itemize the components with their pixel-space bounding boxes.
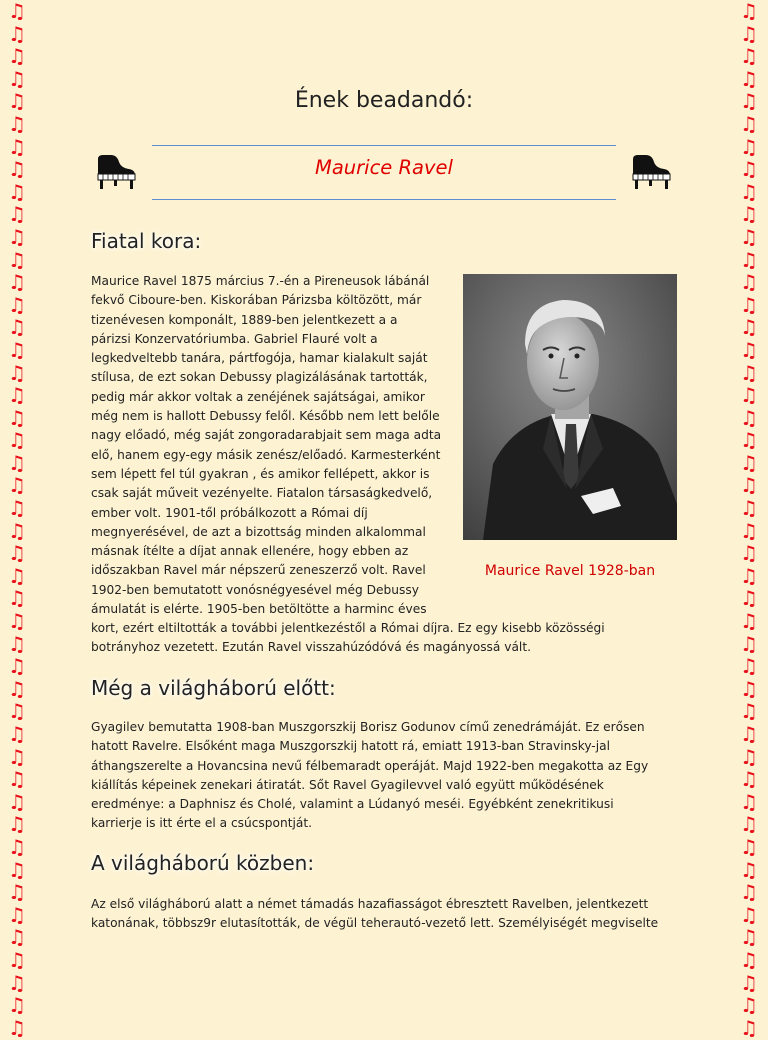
music-note-icon: ♫ bbox=[8, 563, 26, 588]
music-note-icon: ♫ bbox=[740, 744, 758, 769]
music-note-icon: ♫ bbox=[740, 134, 758, 159]
music-note-icon: ♫ bbox=[740, 0, 758, 23]
music-note-icon: ♫ bbox=[740, 947, 758, 972]
text-line: eredménye: a Daphnisz és Cholé, valamint a Lúdanyó meséi. Egyébként zenekritikusi bbox=[91, 797, 614, 812]
music-note-icon: ♫ bbox=[8, 315, 26, 340]
text-line: nagy előadó, még saját zongoradarabjait sem maga adta bbox=[91, 428, 442, 443]
music-note-icon: ♫ bbox=[8, 767, 26, 792]
music-note-icon: ♫ bbox=[8, 247, 26, 272]
music-note-icon: ♫ bbox=[8, 518, 26, 543]
music-note-icon: ♫ bbox=[740, 880, 758, 905]
text-line: katonának, többsz9r elutasították, de végül teherautó-vezető lett. Személyiségét megviselte bbox=[91, 916, 659, 931]
text-line: időszakban Ravel már népszerű zeneszerző volt. Ravel bbox=[91, 563, 426, 578]
music-note-icon: ♫ bbox=[8, 202, 26, 227]
music-note-icon: ♫ bbox=[740, 405, 758, 430]
music-note-icon: ♫ bbox=[740, 654, 758, 679]
music-note-icon: ♫ bbox=[8, 450, 26, 475]
text-line: hatott Ravelre. Elsőként maga Muszgorszkij hatott rá, emiatt 1913-ban Stravinsky-jal bbox=[91, 739, 610, 754]
music-note-icon: ♫ bbox=[8, 21, 26, 46]
music-note-icon: ♫ bbox=[740, 518, 758, 543]
music-note-icon: ♫ bbox=[740, 66, 758, 91]
music-note-icon: ♫ bbox=[740, 609, 758, 634]
music-note-icon: ♫ bbox=[8, 676, 26, 701]
music-note-icon: ♫ bbox=[8, 631, 26, 656]
music-note-icon: ♫ bbox=[8, 89, 26, 114]
text-line: Gyagilev bemutatta 1908-ban Muszgorszkij Borisz Godunov című zenedrámáját. Ez erősen bbox=[91, 720, 645, 734]
music-note-icon: ♫ bbox=[740, 157, 758, 182]
music-note-icon: ♫ bbox=[8, 337, 26, 362]
text-line: karrierje is itt érte el a csúcspontját. bbox=[91, 816, 312, 831]
music-note-icon: ♫ bbox=[740, 247, 758, 272]
music-note-icon: ♫ bbox=[8, 789, 26, 814]
text-line: fekvő Ciboure-ben. Kiskorában Párizsba költözött, már bbox=[91, 293, 422, 308]
grand-piano-icon bbox=[95, 153, 137, 191]
text-line: Az első világháború alatt a német támadás hazafiasságot ébresztett Ravelben, jelentkezett bbox=[91, 897, 649, 911]
music-note-icon: ♫ bbox=[740, 450, 758, 475]
text-line: stílusa, de ezt sokan Debussy plagizálásának tartották, bbox=[91, 370, 428, 385]
music-note-icon: ♫ bbox=[740, 428, 758, 453]
music-note-icon: ♫ bbox=[8, 970, 26, 995]
text-line: botrányhoz vezetett. Ezután Ravel visszahúzódóvá és magányossá vált. bbox=[91, 640, 531, 655]
music-note-icon: ♫ bbox=[740, 834, 758, 859]
music-note-icon: ♫ bbox=[8, 812, 26, 837]
music-note-icon: ♫ bbox=[8, 1015, 26, 1040]
music-note-icon: ♫ bbox=[740, 202, 758, 227]
music-note-icon: ♫ bbox=[740, 44, 758, 69]
music-note-icon: ♫ bbox=[740, 315, 758, 340]
music-note-icon: ♫ bbox=[8, 744, 26, 769]
section-heading-early-life: Fiatal kora: bbox=[91, 229, 202, 253]
music-note-icon: ♫ bbox=[8, 496, 26, 521]
music-note-icon: ♫ bbox=[740, 383, 758, 408]
music-note-icon: ♫ bbox=[8, 179, 26, 204]
music-note-icon: ♫ bbox=[740, 970, 758, 995]
page-title: Ének beadandó: bbox=[294, 88, 474, 113]
music-note-icon: ♫ bbox=[8, 157, 26, 182]
text-line: legkedveltebb tanára, pártfogója, hamar kialakult saját bbox=[91, 351, 428, 366]
text-line: másnak ítélte a díjat annak ellenére, hogy ebben az bbox=[91, 544, 409, 559]
music-note-icon: ♫ bbox=[740, 1015, 758, 1040]
music-note-border-left bbox=[4, 0, 30, 1040]
music-note-icon: ♫ bbox=[8, 270, 26, 295]
text-line: tizenévesen komponált, 1889-ben jelentkezett a a bbox=[91, 312, 398, 327]
music-note-icon: ♫ bbox=[740, 496, 758, 521]
music-note-icon: ♫ bbox=[740, 541, 758, 566]
music-note-icon: ♫ bbox=[8, 947, 26, 972]
music-note-icon: ♫ bbox=[8, 428, 26, 453]
grand-piano-icon bbox=[630, 153, 672, 191]
music-note-icon: ♫ bbox=[740, 676, 758, 701]
music-note-icon: ♫ bbox=[740, 337, 758, 362]
text-line: még nem is hallott Debussy felől. Később nem lett belőle bbox=[91, 409, 440, 424]
music-note-icon: ♫ bbox=[740, 89, 758, 114]
section-heading-during-war: A világháború közben: bbox=[91, 851, 315, 875]
music-note-icon: ♫ bbox=[740, 179, 758, 204]
section-text-before-war bbox=[91, 718, 691, 834]
music-note-icon: ♫ bbox=[8, 925, 26, 950]
section-heading-before-war: Még a világháború előtt: bbox=[91, 676, 336, 700]
music-note-icon: ♫ bbox=[740, 224, 758, 249]
music-note-icon: ♫ bbox=[740, 722, 758, 746]
music-note-icon: ♫ bbox=[740, 902, 758, 927]
title-divider-bottom bbox=[152, 199, 616, 200]
music-note-icon: ♫ bbox=[740, 21, 758, 46]
text-line: sem lépett fel túl gyakran , és amikor fellépett, akkor is bbox=[91, 466, 430, 481]
music-note-icon: ♫ bbox=[8, 44, 26, 69]
text-line: csak saját műveit vezényelte. Fiatalon társaságkedvelő, bbox=[91, 486, 433, 501]
section-text-early-life-continued bbox=[91, 619, 691, 658]
music-note-icon: ♫ bbox=[740, 767, 758, 792]
music-note-icon: ♫ bbox=[8, 66, 26, 91]
text-line: ember volt. 1901-től próbálkozott a Római díj bbox=[91, 505, 368, 520]
text-line: ámulatát is elérte. 1905-ben betöltötte a harminc éves bbox=[91, 602, 427, 617]
music-note-icon: ♫ bbox=[8, 586, 26, 611]
text-line: kort, ezért eltiltották a további jelentkezéstől a Római díjra. Ez egy kisebb közösségi bbox=[91, 621, 605, 635]
music-note-icon: ♫ bbox=[8, 473, 26, 498]
music-note-icon: ♫ bbox=[8, 111, 26, 136]
text-line: elő, hanem egy-egy másik zenész/előadó. Karmesterként bbox=[91, 447, 441, 462]
music-note-icon: ♫ bbox=[740, 812, 758, 837]
music-note-border-right bbox=[736, 0, 762, 1040]
music-note-icon: ♫ bbox=[8, 722, 26, 746]
music-note-icon: ♫ bbox=[8, 609, 26, 634]
text-line: kiállítás képeinek zenekari átiratát. Sőt Ravel Gyagilevvel való együtt működésének bbox=[91, 777, 604, 792]
music-note-icon: ♫ bbox=[8, 0, 26, 23]
music-note-icon: ♫ bbox=[740, 360, 758, 385]
music-note-icon: ♫ bbox=[740, 925, 758, 950]
music-note-icon: ♫ bbox=[8, 857, 26, 882]
section-text-during-war bbox=[91, 895, 691, 934]
page-subtitle: Maurice Ravel bbox=[315, 156, 453, 179]
music-note-icon: ♫ bbox=[740, 563, 758, 588]
music-note-icon: ♫ bbox=[8, 699, 26, 724]
portrait-photo bbox=[463, 274, 677, 540]
music-note-icon: ♫ bbox=[740, 473, 758, 498]
music-note-icon: ♫ bbox=[8, 902, 26, 927]
text-line: 1902-ben bemutatott vonósnégyesével még Debussy bbox=[91, 582, 419, 597]
music-note-icon: ♫ bbox=[8, 134, 26, 159]
music-note-icon: ♫ bbox=[740, 292, 758, 317]
music-note-icon: ♫ bbox=[8, 880, 26, 905]
music-note-icon: ♫ bbox=[8, 654, 26, 679]
text-line: Maurice Ravel 1875 március 7.-én a Pireneusok lábánál bbox=[91, 274, 430, 288]
music-note-icon: ♫ bbox=[740, 789, 758, 814]
title-divider-top bbox=[152, 145, 616, 146]
music-note-icon: ♫ bbox=[8, 405, 26, 430]
music-note-icon: ♫ bbox=[8, 541, 26, 566]
text-line: pedig már akkor voltak a zenéjének sajátságai, amikor bbox=[91, 389, 425, 404]
section-text-early-life bbox=[91, 272, 456, 619]
photo-caption: Maurice Ravel 1928-ban bbox=[484, 563, 656, 579]
music-note-icon: ♫ bbox=[8, 834, 26, 859]
music-note-icon: ♫ bbox=[740, 631, 758, 656]
music-note-icon: ♫ bbox=[740, 699, 758, 724]
music-note-icon: ♫ bbox=[740, 270, 758, 295]
text-line: áthangszerelte a Hovancsina nevű félbemaradt operáját. Majd 1922-ben megakotta az Egy bbox=[91, 758, 649, 773]
music-note-icon: ♫ bbox=[740, 993, 758, 1018]
music-note-icon: ♫ bbox=[740, 586, 758, 611]
music-note-icon: ♫ bbox=[740, 111, 758, 136]
music-note-icon: ♫ bbox=[8, 360, 26, 385]
music-note-icon: ♫ bbox=[8, 993, 26, 1018]
music-note-icon: ♫ bbox=[8, 383, 26, 408]
text-line: megnyerésével, de azt a bizottság minden alkalommal bbox=[91, 524, 426, 539]
text-line: párizsi Konzervatóriumba. Gabriel Flauré volt a bbox=[91, 331, 378, 346]
music-note-icon: ♫ bbox=[8, 292, 26, 317]
music-note-icon: ♫ bbox=[740, 857, 758, 882]
music-note-icon: ♫ bbox=[8, 224, 26, 249]
